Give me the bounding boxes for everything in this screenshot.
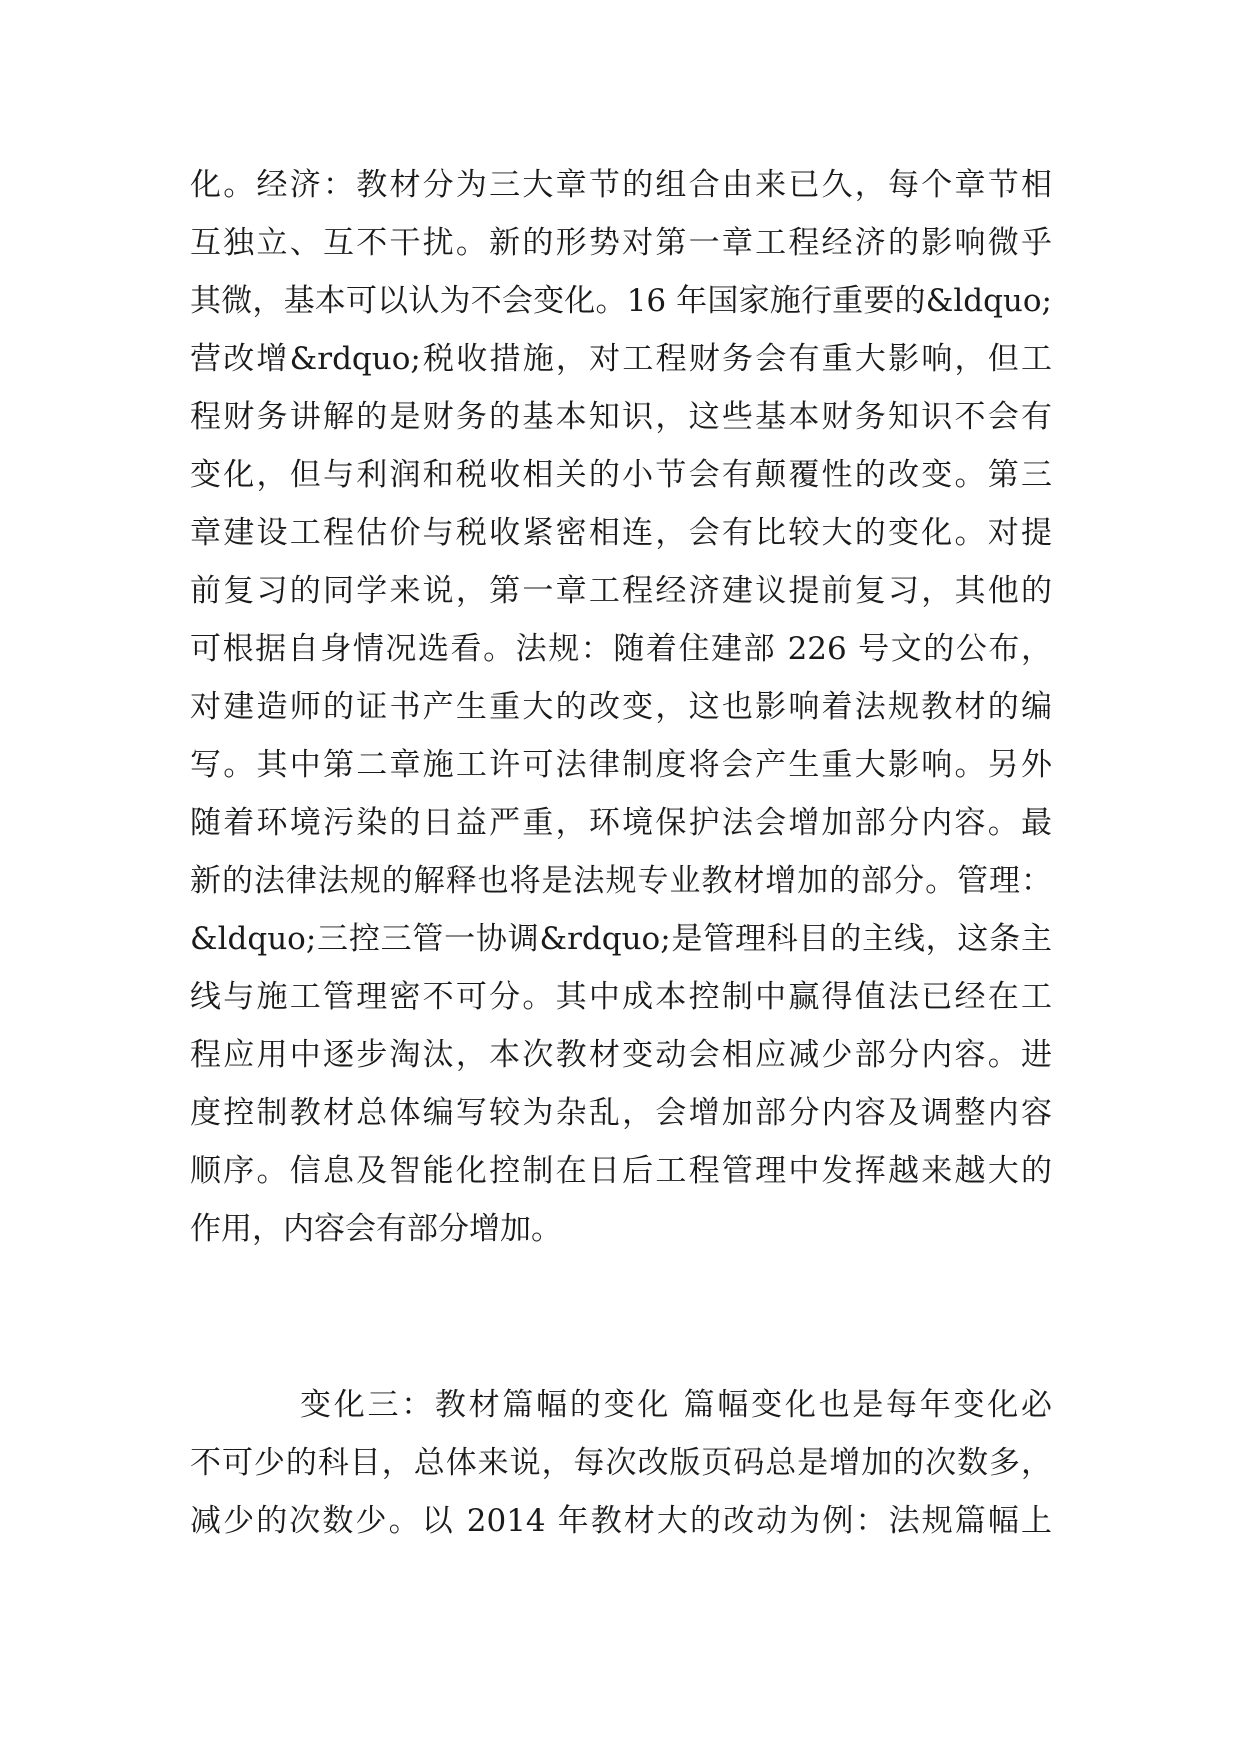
- text-line: 变化，但与利润和税收相关的小节会有颠覆性的改变。第三: [190, 457, 1052, 493]
- text-line: 线与施工管理密不可分。其中成本控制中赢得值法已经在工: [190, 979, 1052, 1015]
- text-line: 其微，基本可以认为不会变化。16 年国家施行重要的&ldquo;: [190, 283, 1052, 319]
- text-line: &ldquo;三控三管一协调&rdquo;是管理科目的主线，这条主: [190, 921, 1052, 957]
- body-paragraph: [190, 156, 1052, 1258]
- text-line: 顺序。信息及智能化控制在日后工程管理中发挥越来越大的: [190, 1153, 1052, 1189]
- text-line: 新的法律法规的解释也将是法规专业教材增加的部分。管理：: [190, 863, 1052, 899]
- text-line: 可根据自身情况选看。法规：随着住建部 226 号文的公布，: [190, 631, 1052, 667]
- text-line: 不可少的科目，总体来说，每次改版页码总是增加的次数多，: [190, 1445, 1052, 1481]
- text-line: 化。经济：教材分为三大章节的组合由来已久，每个章节相: [190, 167, 1052, 203]
- text-line: 营改增&rdquo;税收措施，对工程财务会有重大影响，但工: [190, 341, 1052, 377]
- text-line: 减少的次数少。以 2014 年教材大的改动为例：法规篇幅上: [190, 1503, 1052, 1539]
- text-line: 程应用中逐步淘汰，本次教材变动会相应减少部分内容。进: [190, 1037, 1052, 1073]
- text-line: 互独立、互不干扰。新的形势对第一章工程经济的影响微乎: [190, 225, 1052, 261]
- text-line: 对建造师的证书产生重大的改变，这也影响着法规教材的编: [190, 689, 1052, 725]
- body-paragraph: [190, 1376, 1052, 1550]
- text-line: 写。其中第二章施工许可法律制度将会产生重大影响。另外: [190, 747, 1052, 783]
- text-line: 前复习的同学来说，第一章工程经济建议提前复习，其他的: [190, 573, 1052, 609]
- text-line: 变化三：教材篇幅的变化 篇幅变化也是每年变化必: [300, 1387, 1052, 1423]
- text-line: 作用，内容会有部分增加。: [190, 1211, 562, 1247]
- text-line: 随着环境污染的日益严重，环境保护法会增加部分内容。最: [190, 805, 1052, 841]
- text-line: 程财务讲解的是财务的基本知识，这些基本财务知识不会有: [190, 399, 1052, 435]
- text-line: 度控制教材总体编写较为杂乱，会增加部分内容及调整内容: [190, 1095, 1052, 1131]
- text-line: 章建设工程估价与税收紧密相连，会有比较大的变化。对提: [190, 515, 1052, 551]
